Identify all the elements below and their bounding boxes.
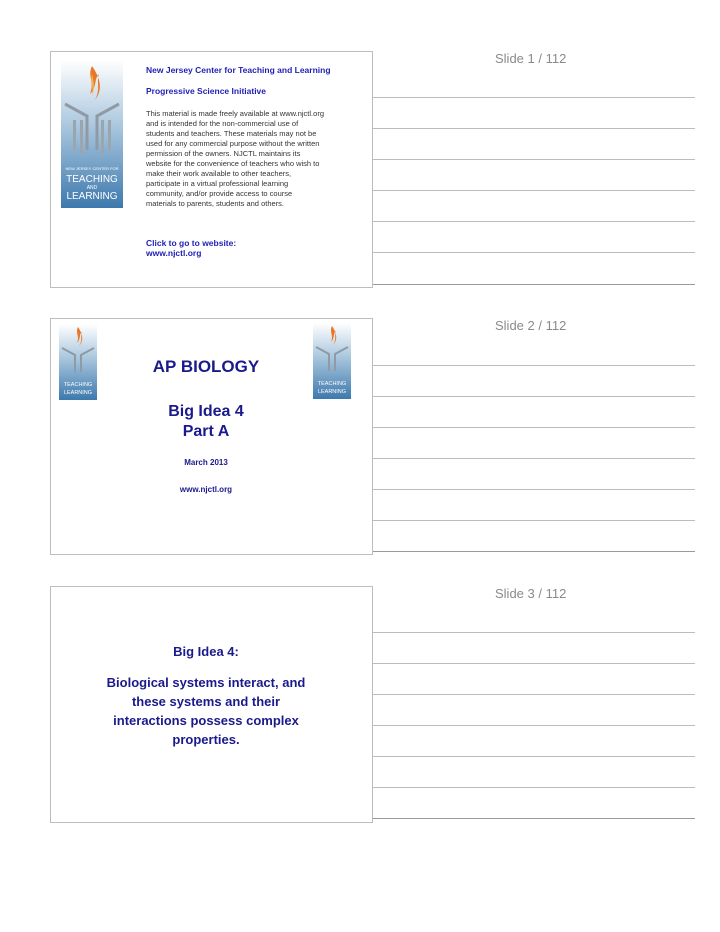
part-heading: Part A: [182, 423, 230, 440]
big-idea-heading: Big Idea 4:: [173, 644, 239, 659]
disclaimer-text: This material is made freely available at www.njctl.org and is intended for the non-commercial use of students and teachers. These materials may not be used for any commercial purpose without the written permission of the owners. NJCTL maintains its website for the convenience of teachers who wish to make their work available to other teachers, participate in a virtual professional learning community, and/or provide access to course materials to parents, students and others.: [146, 109, 324, 208]
program-subtitle: Progressive Science Initiative: [146, 86, 267, 96]
svg-text:TEACHING: TEACHING: [66, 174, 118, 185]
slide-2: [50, 318, 373, 555]
njctl-logo: [61, 60, 123, 208]
svg-text:AND: AND: [86, 185, 98, 191]
note-line: [373, 128, 695, 129]
date-text: March 2013: [184, 458, 228, 467]
note-line: [373, 396, 695, 397]
svg-text:LEARNING: LEARNING: [63, 390, 93, 396]
svg-text:LEARNING: LEARNING: [66, 191, 118, 202]
note-line: [373, 97, 695, 98]
note-line: [373, 663, 695, 664]
svg-text:TEACHING: TEACHING: [63, 382, 93, 388]
note-line: [373, 458, 695, 459]
slide-3: [50, 586, 373, 823]
big-idea-statement: Biological systems interact, and these systems and their interactions possess complex properties.: [106, 675, 306, 747]
note-line: [373, 787, 695, 788]
org-title: New Jersey Center for Teaching and Learning: [146, 65, 331, 75]
svg-text:NEW JERSEY CENTER FOR: NEW JERSEY CENTER FOR: [65, 166, 119, 171]
note-line: [373, 725, 695, 726]
slide-1: [50, 51, 373, 288]
note-line: [373, 365, 695, 366]
note-line: [373, 221, 695, 222]
note-line: [373, 818, 695, 819]
website-link[interactable]: Click to go to website: www.njctl.org: [146, 238, 237, 258]
svg-text:TEACHING: TEACHING: [317, 381, 347, 387]
note-line: [373, 427, 695, 428]
slide-2-label: Slide 2 / 112: [495, 318, 567, 333]
note-line: [373, 190, 695, 191]
slide-1-label: Slide 1 / 112: [495, 51, 567, 66]
note-line: [373, 520, 695, 521]
note-line: [373, 284, 695, 285]
note-line: [373, 632, 695, 633]
note-line: [373, 489, 695, 490]
note-line: [373, 252, 695, 253]
note-line: [373, 159, 695, 160]
note-line: [373, 694, 695, 695]
note-line: [373, 756, 695, 757]
note-line: [373, 551, 695, 552]
svg-text:LEARNING: LEARNING: [317, 389, 347, 395]
big-idea-heading: Big Idea 4: [168, 403, 244, 420]
slide-3-label: Slide 3 / 112: [495, 586, 567, 601]
website-link[interactable]: www.njctl.org: [179, 485, 233, 494]
course-title: AP BIOLOGY: [152, 357, 260, 376]
